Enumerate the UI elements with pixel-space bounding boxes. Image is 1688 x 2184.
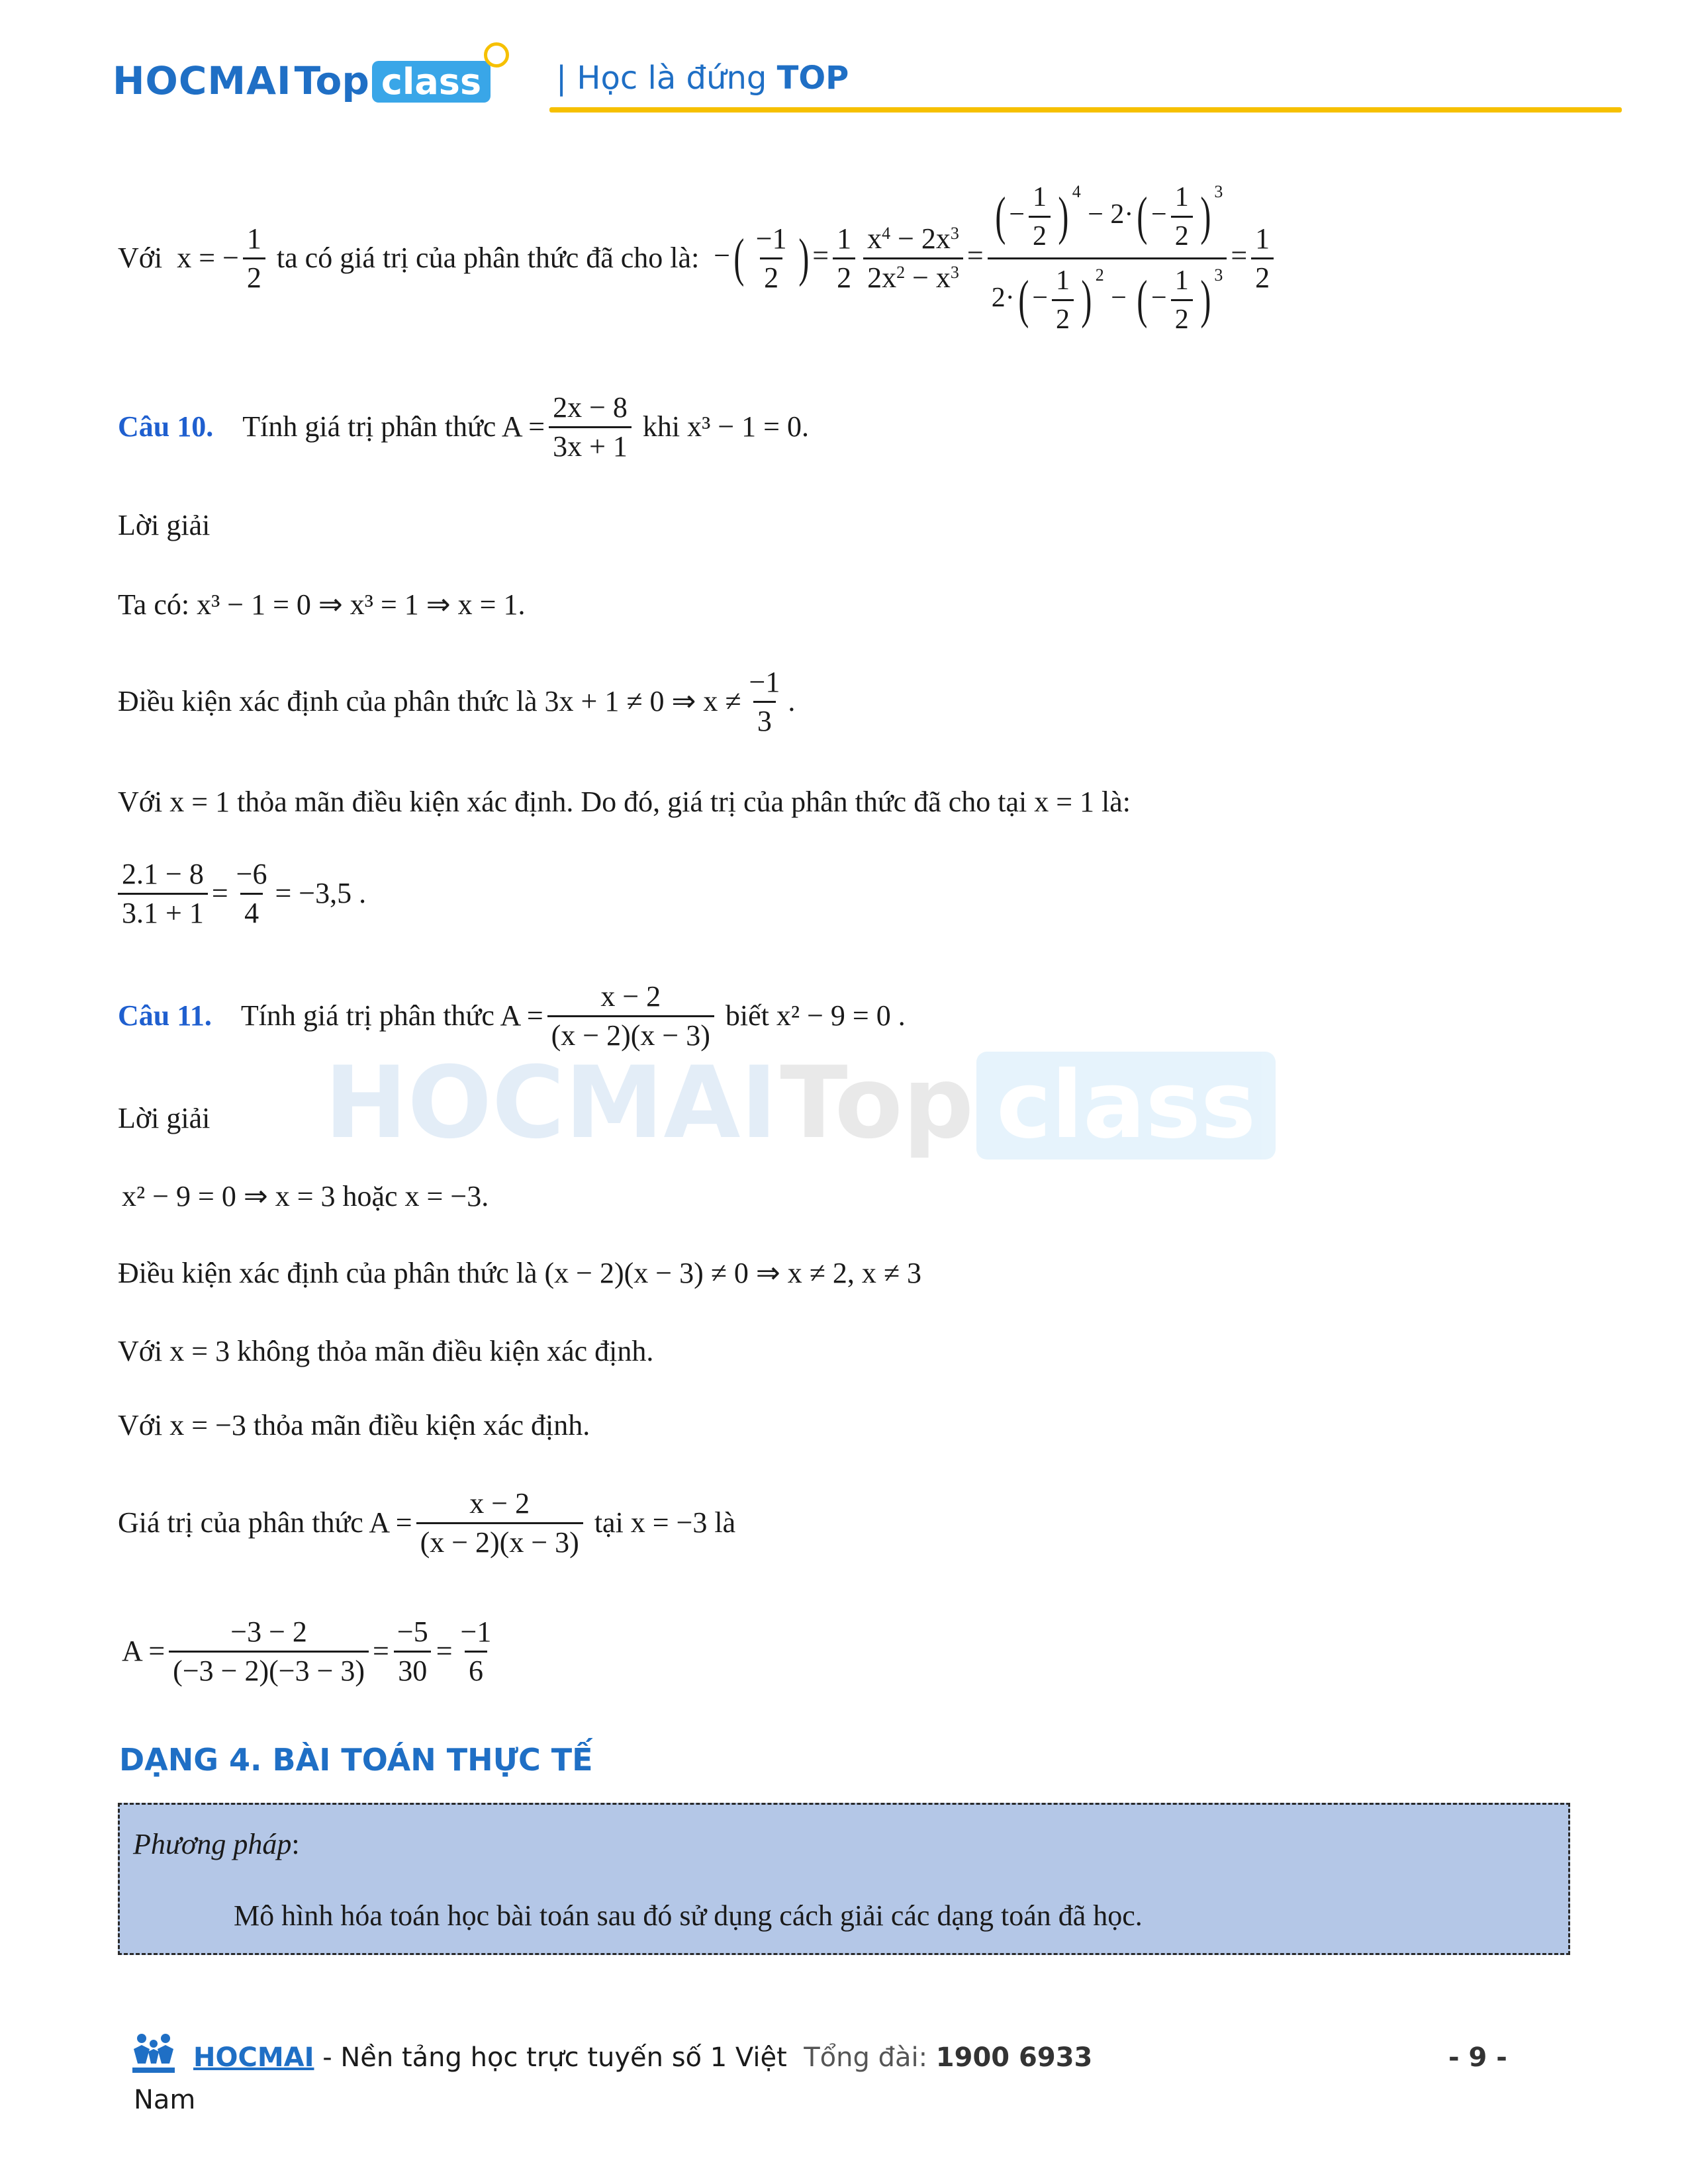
- half-fraction: $\frac{1}{2}$: [243, 223, 265, 294]
- watermark: HOCMAI Top class: [324, 1046, 1276, 1161]
- q11-solution-title: Lời giải: [118, 1102, 211, 1134]
- q10-label: Câu 10.: [118, 410, 214, 443]
- method-box: [118, 1803, 1570, 1955]
- q11-line2: Điều kiện xác định của phân thức là (x − 2)(x − 3) ≠ 0 ⇒ x ≠ 2, x ≠ 3: [118, 1257, 922, 1289]
- q11-label: Câu 11.: [118, 999, 212, 1032]
- logo-hocmai: HOCMAI: [113, 58, 292, 103]
- q10-solution-title: Lời giải: [118, 509, 211, 541]
- slogan-top: TOP: [776, 60, 849, 97]
- logo-top: Top: [294, 58, 369, 103]
- header: [113, 53, 1509, 126]
- section-title: DẠNG 4. BÀI TOÁN THỰC TẾ: [119, 1742, 593, 1778]
- q10-calc: $\frac{2.1 - 8}{3.1 + 1}$ = $\frac{-6}{4}$ = −3,5 .: [118, 854, 366, 933]
- header-divider: [549, 107, 1622, 113]
- footer-text-cont: Nam: [134, 2085, 196, 2115]
- method-label: Phương pháp:: [133, 1828, 300, 1860]
- slogan: | Học là đứng TOP: [556, 60, 849, 97]
- method-text: Mô hình hóa toán học bài toán sau đó sử dụng cách giải các dạng toán đã học.: [234, 1899, 1143, 1932]
- q10-line3: Với x = 1 thỏa mãn điều kiện xác định. Do đó, giá trị của phân thức đã cho tại x = 1 là:: [118, 786, 1131, 818]
- page-number: - 9 -: [1448, 2042, 1507, 2073]
- hocmai-logo-icon: [130, 2032, 177, 2075]
- q11-final: A = $\frac{-3 - 2}{(-3 - 2)(-3 - 3)}$ = $\frac{-5}{30}$ = $\frac{-1}{6}$: [122, 1615, 492, 1687]
- q11-fraction: $\frac{x - 2}{(x - 2)(x - 3)}$: [547, 981, 714, 1052]
- intro-expression: −( $\frac{-1}{2}$ ) = $\frac{1}{2}$ $\frac{x^4 - 2x^3}{2x^2 - x^3}$ = ( − $\frac{1}{2}$ ) $^4$ − 2·( − $\frac{1}{2}$ ) $^3$ 2·( − $\frac{1}{2}$ ) $^2$ − ( − $\frac{1}{2}$ ) $^3$ = $\frac{1}{2}$: [714, 181, 1278, 336]
- q10-statement: Câu 10. Tính giá trị phân thức A = $\frac{2x - 8}{3x + 1}$ khi x³ − 1 = 0.: [118, 390, 809, 463]
- q11-statement: Câu 11. Tính giá trị phân thức A = $\frac{x - 2}{(x - 2)(x - 3)}$ biết x² − 9 = 0 .: [118, 979, 906, 1052]
- footer-brand-link[interactable]: HOCMAI: [193, 2042, 314, 2073]
- q10-line1: Ta có: x³ − 1 = 0 ⇒ x³ = 1 ⇒ x = 1.: [118, 588, 526, 621]
- hotline-number: 1900 6933: [935, 2042, 1093, 2073]
- intro-line: Với x = − $\frac{1}{2}$ ta có giá trị của phân thức đã cho là: −( $\frac{-1}{2}$ ) = $\frac{1}{2}$ $\frac{x^4 - 2x^3}{2x^2 - x^3}$ = ( − $\frac{1}{2}$ ) $^4$ − 2·( − $\frac{1}{2}$ ) $^3$ 2·( − $\frac{1}{2}$ ) $^2$ − ( − $\frac{1}{2}$ ) $^3$ = $\frac{1}{2}$: [118, 165, 1278, 351]
- q10-line2-fraction: $\frac{-1}{3}$: [749, 665, 780, 737]
- logo: [113, 58, 518, 103]
- q10-fraction: $\frac{2x - 8}{3x + 1}$: [549, 392, 632, 463]
- q11-line5: Giá trị của phân thức A = $\frac{x - 2}{(x - 2)(x - 3)}$ tại x = −3 là: [118, 1486, 736, 1559]
- footer-text: HOCMAI - Nền tảng học trực tuyến số 1 Việt Tổng đài: 1900 6933: [193, 2042, 1093, 2073]
- q11-line4: Với x = −3 thỏa mãn điều kiện xác định.: [118, 1409, 590, 1441]
- q11-line1: x² − 9 = 0 ⇒ x = 3 hoặc x = −3.: [122, 1180, 489, 1212]
- q10-line2: Điều kiện xác định của phân thức là 3x + 1 ≠ 0 ⇒ x ≠ $\frac{-1}{3}$ .: [118, 665, 796, 737]
- logo-class: class: [372, 61, 491, 103]
- footer: [130, 2032, 1520, 2138]
- q11-line3: Với x = 3 không thỏa mãn điều kiện xác định.: [118, 1335, 654, 1367]
- sun-icon: [484, 42, 509, 68]
